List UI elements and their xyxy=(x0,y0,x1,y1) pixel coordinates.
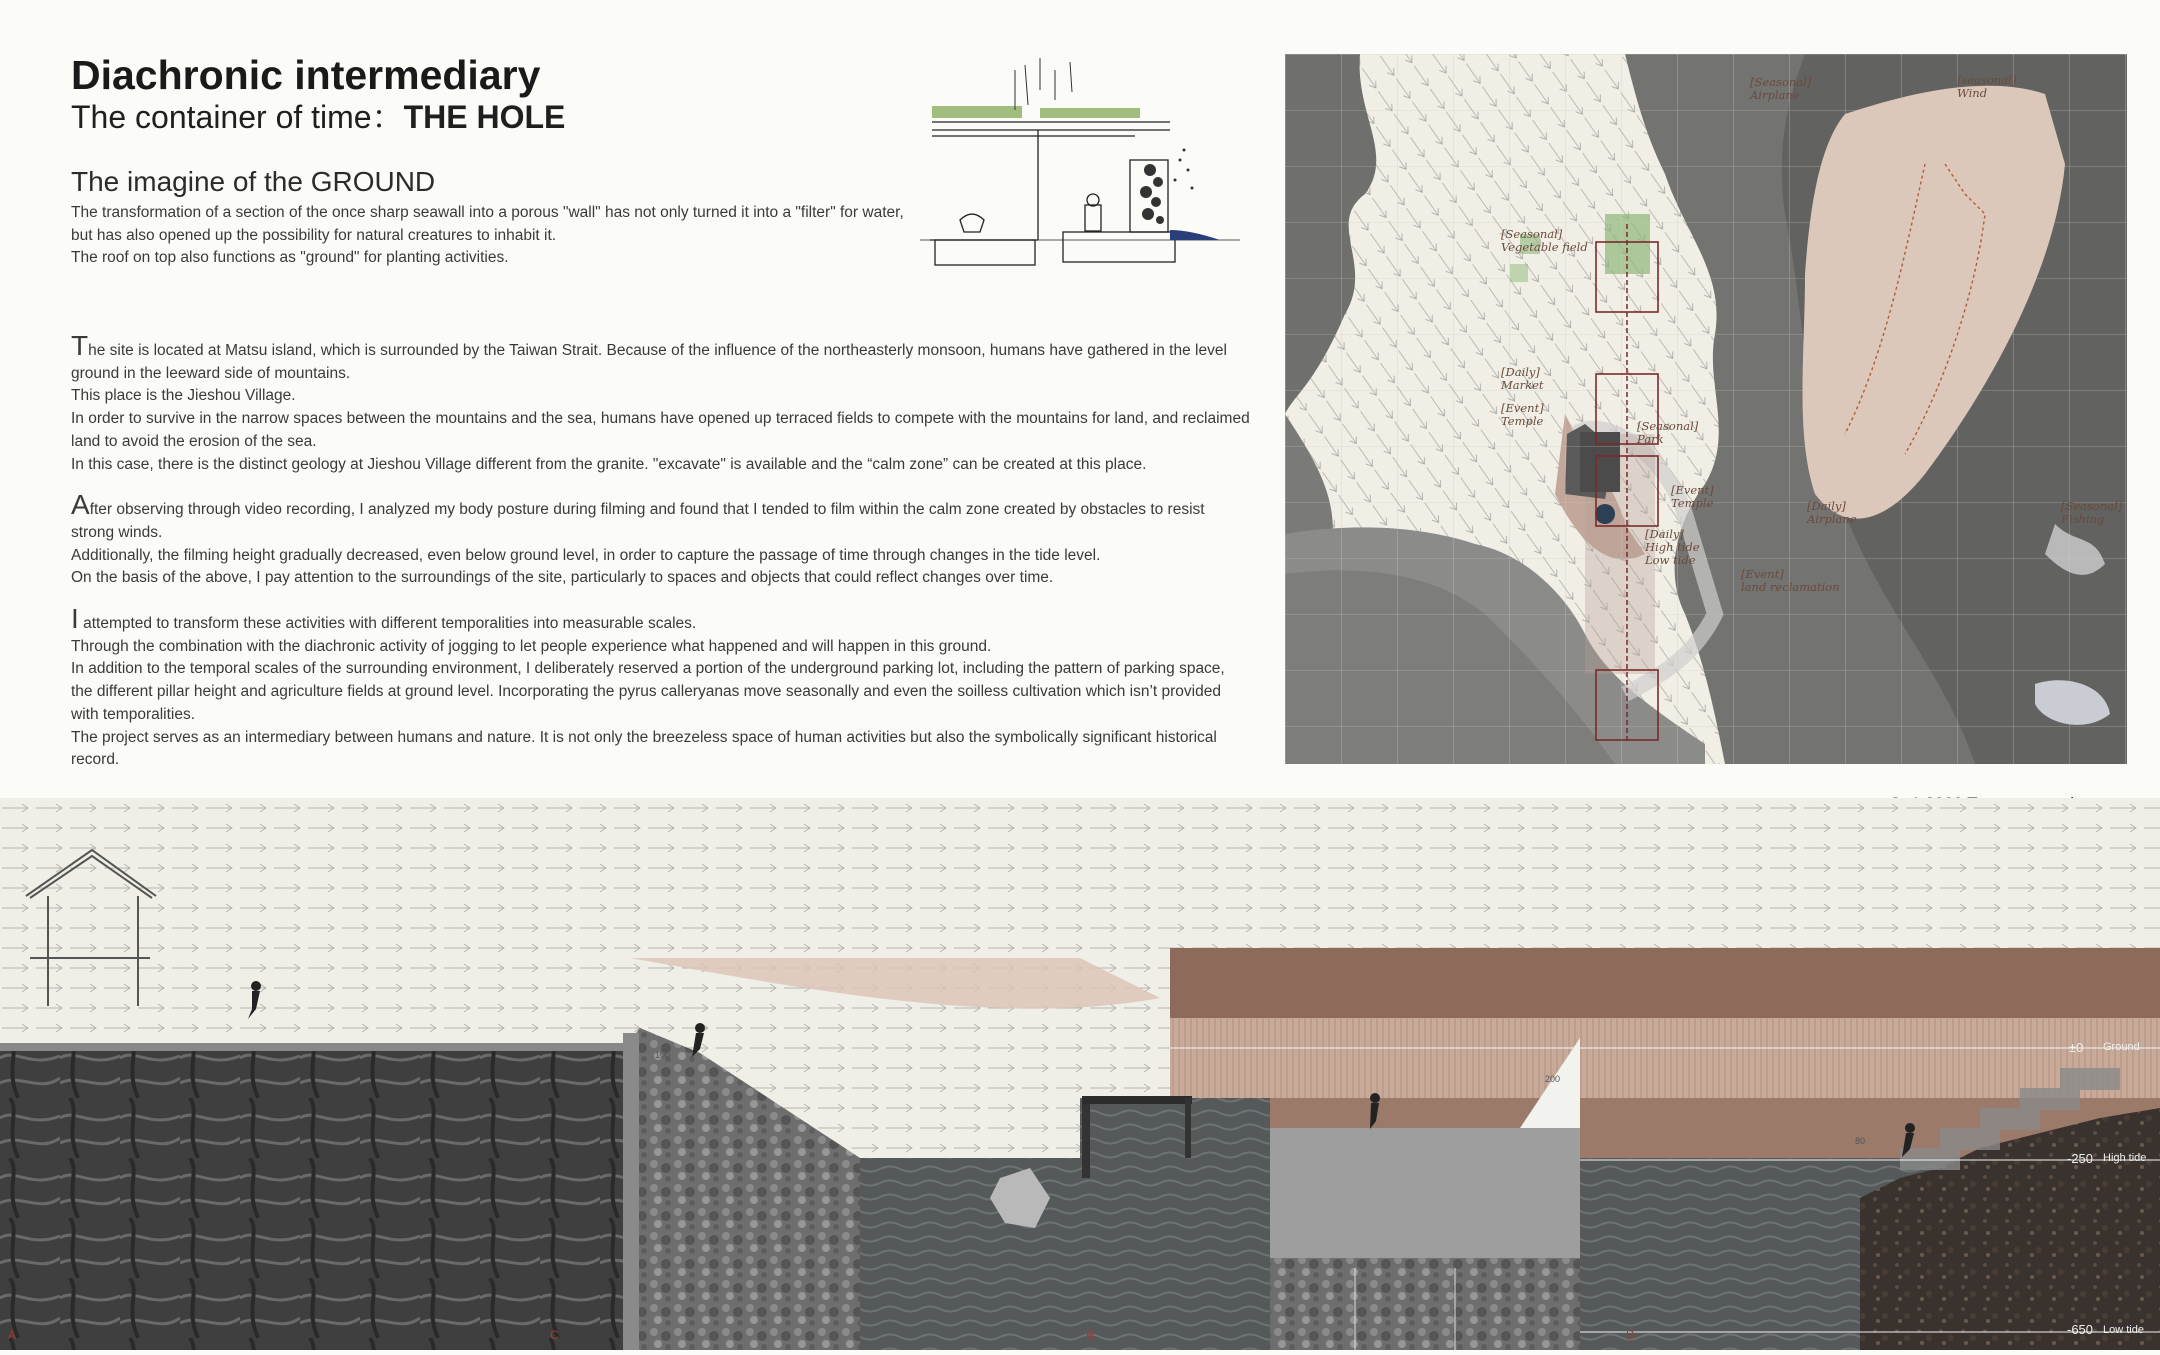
para-line xyxy=(71,330,1251,363)
ground-heading: The imagine of the GROUND xyxy=(71,166,436,197)
para-line: strong winds. xyxy=(71,523,163,541)
site-map xyxy=(1285,54,2127,764)
map-label-name: Airplane xyxy=(1750,88,1800,102)
subtitle-bold: THE HOLE xyxy=(403,99,566,135)
label-seasonal-park xyxy=(1637,420,1698,446)
para-line: with temporalities. xyxy=(71,705,196,723)
dim-80: 80 xyxy=(1855,1136,1866,1146)
project-description xyxy=(71,330,1251,790)
map-label-name: Wind xyxy=(1957,86,1988,100)
para-line: The project serves as an intermediary between humans and nature. It is not only the breezeless space of human activities but also the symbolically significant historical xyxy=(71,728,1217,746)
para-line: In this case, there is the distinct geology at Jieshou Village different from the granite. "excavate" is available and the “calm zone” can be created at this place. xyxy=(71,455,1147,473)
dim-200: 200 xyxy=(1545,1074,1561,1084)
map-label-tag: [Seasonal] xyxy=(1637,419,1699,433)
label-seasonal-wind xyxy=(1957,74,2016,100)
section-marker-c: C xyxy=(550,1328,559,1342)
map-label-name: High tide xyxy=(1645,540,1700,554)
paragraph-site xyxy=(71,330,1251,476)
map-label-name: Market xyxy=(1501,378,1544,392)
para-text: attempted to transform these activities with different temporalities into measurable scales. xyxy=(78,615,697,633)
dim-100: 100 xyxy=(655,1050,671,1060)
level-ground-value: ±0 xyxy=(2069,1040,2084,1055)
map-label-tag: [Seasonal] xyxy=(2061,499,2123,513)
para-line: record. xyxy=(71,751,120,769)
map-label-name: Low tide xyxy=(1645,553,1696,567)
map-label-tag: [Event] xyxy=(1741,567,1784,581)
label-daily-tide xyxy=(1645,528,1700,567)
label-daily-market xyxy=(1501,366,1544,392)
page-subtitle xyxy=(71,98,565,136)
seawall-sketch xyxy=(920,50,1240,280)
site-section xyxy=(0,798,2160,1350)
level-low-label: Low tide xyxy=(2103,1324,2144,1336)
ground-line: but has also opened up the possibility for natural creatures to inhabit it. xyxy=(71,226,557,244)
label-event-temple-2 xyxy=(1671,484,1714,510)
map-label-name: Temple xyxy=(1501,414,1544,428)
level-ground-label: Ground xyxy=(2103,1041,2140,1053)
map-label-tag: [Daily] xyxy=(1807,499,1846,513)
para-line: In order to survive in the narrow spaces between the mountains and the sea, humans have opened up terraced fields to compete with the mountains for land, and reclaimed xyxy=(71,410,1250,428)
para-line: On the basis of the above, I pay attention to the surroundings of the site, particularly to spaces and objects that could reflect changes over time. xyxy=(71,569,1054,587)
para-line: the different pillar height and agriculture fields at ground level. Incorporating the pyrus calleryanas move seasonally and even the soilless cultivation which isn’t provided xyxy=(71,683,1221,701)
para-line: In addition to the temporal scales of the surrounding environment, I deliberately reserved a portion of the underground parking lot, including the pattern of parking space, xyxy=(71,660,1225,678)
map-label-name: Park xyxy=(1637,432,1664,446)
map-label-tag: [Daily] xyxy=(1501,365,1540,379)
para-line xyxy=(71,489,1251,522)
para-line: Through the combination with the diachronic activity of jogging to let people experience what happened and will happen in this ground. xyxy=(71,637,992,655)
label-event-temple xyxy=(1501,402,1544,428)
paragraph-observation xyxy=(71,489,1251,590)
map-label-tag: [Event] xyxy=(1501,401,1544,415)
para-line: This place is the Jieshou Village. xyxy=(71,387,296,405)
section-marker-a: A xyxy=(8,1328,17,1342)
map-label-name: Temple xyxy=(1671,496,1714,510)
para-text: fter observing through video recording, I analyzed my body posture during filming and found that I tended to film within the calm zone created by obstacles to resist xyxy=(89,501,1205,519)
map-label-tag: [Seasonal] xyxy=(1501,227,1563,241)
section-drawing xyxy=(0,798,2160,1350)
level-low-value: -650 xyxy=(2067,1322,2094,1337)
label-event-land-reclamation xyxy=(1741,568,1840,594)
subtitle-prefix: The container of time： xyxy=(71,99,404,135)
label-seasonal-vegetable xyxy=(1501,228,1588,254)
para-line: land to avoid the erosion of the sea. xyxy=(71,432,317,450)
drop-cap: I xyxy=(71,603,79,635)
level-high-value: -250 xyxy=(2067,1151,2094,1166)
ground-line: The transformation of a section of the once sharp seawall into a porous "wall" has not only turned it into a "filter" for water, xyxy=(71,204,904,221)
ground-description xyxy=(71,202,921,270)
para-line: Additionally, the filming height gradually decreased, even below ground level, in order to capture the passage of time through changes in the tide level. xyxy=(71,546,1101,564)
map-label-name: Fishing xyxy=(2061,512,2105,526)
drop-cap: T xyxy=(71,330,89,361)
level-high-label: High tide xyxy=(2103,1152,2147,1164)
label-seasonal-airplane xyxy=(1750,76,1811,102)
drop-cap: A xyxy=(71,489,90,521)
map-label-name: Vegetable field xyxy=(1501,240,1588,254)
ground-line: The roof on top also functions as "ground" for planting activities. xyxy=(71,249,509,266)
label-daily-airplane xyxy=(1807,500,1857,526)
map-label-name: Airplane xyxy=(1807,512,1857,526)
page-title: Diachronic intermediary xyxy=(71,52,541,98)
site-map-drawing xyxy=(1285,54,2127,764)
map-label-tag: [Event] xyxy=(1671,483,1714,497)
map-label-tag: [seasonal] xyxy=(1957,73,2017,87)
map-label-name: land reclamation xyxy=(1741,580,1840,594)
para-line: ground in the leeward side of mountains. xyxy=(71,364,351,382)
label-seasonal-fishing xyxy=(2061,500,2122,526)
para-line xyxy=(71,603,1251,636)
map-label-tag: [Seasonal] xyxy=(1750,75,1812,89)
section-marker-d: D xyxy=(1626,1328,1635,1342)
map-label-tag: [Daily] xyxy=(1645,527,1684,541)
section-marker-b: B xyxy=(1086,1328,1095,1342)
paragraph-approach xyxy=(71,603,1251,772)
para-text: he site is located at Matsu island, which is surrounded by the Taiwan Strait. Because of the influence of the northeasterly monsoon, humans have gathered in the level xyxy=(88,342,1227,359)
